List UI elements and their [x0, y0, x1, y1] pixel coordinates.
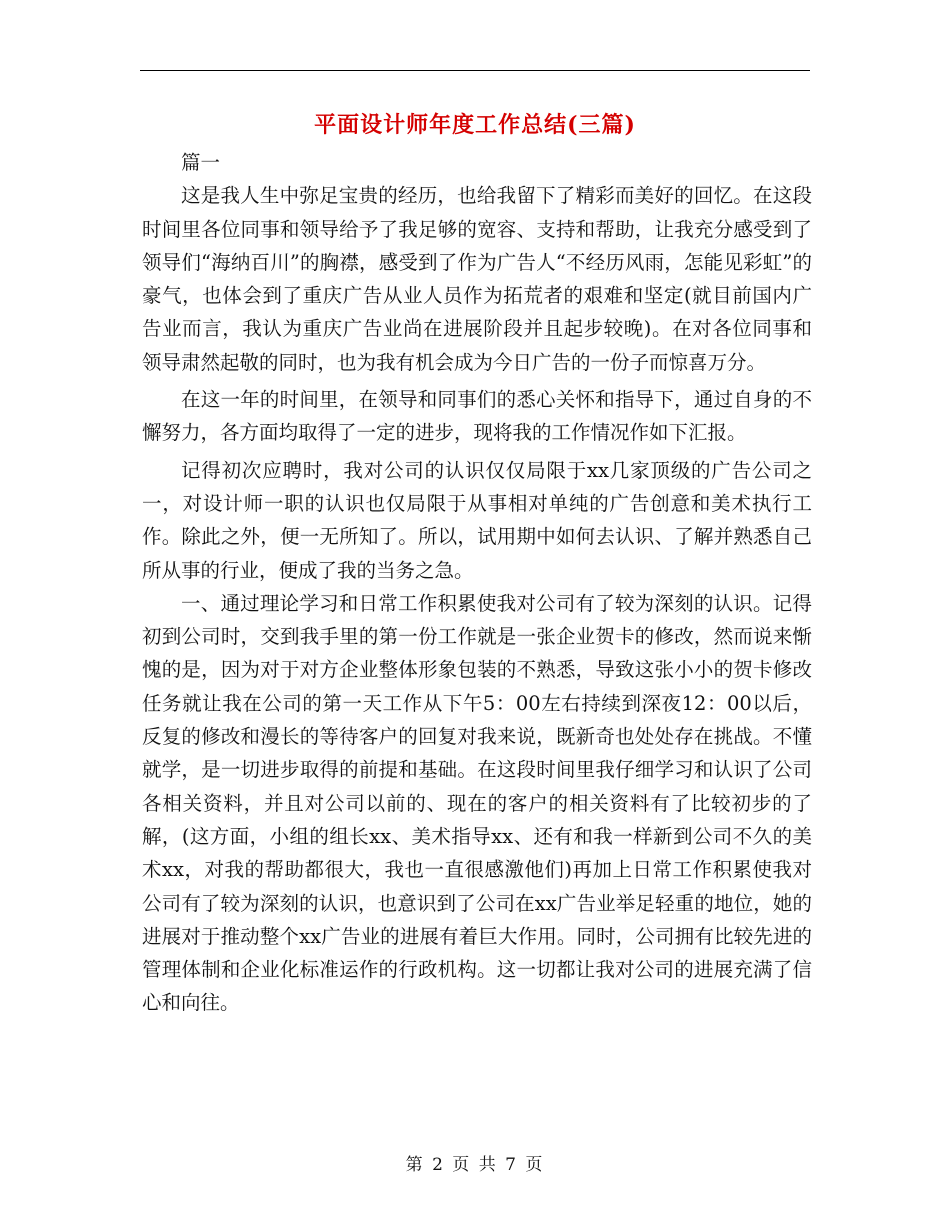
paragraph-4: 一、通过理论学习和日常工作积累使我对公司有了较为深刻的认识。记得初到公司时，交到我手里的第一份工作就是一张企业贺卡的修改，然而说来惭愧的是，因为对于对方企业整体形象包装的不熟悉，导致这张小小的贺卡修改任务就让我在公司的第一天工作从下午5：00左右持续到深夜12：00以后，反复的修改和漫长的等待客户的回复对我来说，既新奇也处处存在挑战。不懂就学，是一切进步取得的前提和基础。在这段时间里我仔细学习和认识了公司各相关资料，并且对公司以前的、现在的客户的相关资料有了比较初步的了解，(这方面，小组的组长xx、美术指导xx、还有和我一样新到公司不久的美术xx，对我的帮助都很大，我也一直很感激他们)再加上日常工作积累使我对公司有了较为深刻的认识，也意识到了公司在xx广告业举足轻重的地位，她的进展对于推动整个xx广告业的进展有着巨大作用。同时，公司拥有比较先进的管理体制和企业化标准运作的行政机构。这一切都让我对公司的进展充满了信心和向往。 [142, 591, 812, 1015]
paragraph-3: 记得初次应聘时，我对公司的认识仅仅局限于xx几家顶级的广告公司之一，对设计师一职的认识也仅局限于从事相对单纯的广告创意和美术执行工作。除此之外，便一无所知了。所以，试用期中如何去认识、了解并熟悉自己所从事的行业，便成了我的当务之急。 [142, 458, 812, 582]
header-rule [140, 70, 810, 71]
page-number-footer: 第 2 页 共 7 页 [405, 1155, 545, 1175]
document-body [142, 146, 812, 1020]
section-label: 篇一 [181, 151, 221, 174]
document-title: 平面设计师年度工作总结(三篇) [314, 112, 636, 138]
paragraph-1: 这是我人生中弥足宝贵的经历，也给我留下了精彩而美好的回忆。在这段时间里各位同事和领导给予了我足够的宽容、支持和帮助，让我充分感受到了领导们“海纳百川”的胸襟，感受到了作为广告人“不经历风雨，怎能见彩虹”的豪气，也体会到了重庆广告从业人员作为拓荒者的艰难和坚定(就目前国内广告业而言，我认为重庆广告业尚在进展阶段并且起步较晚)。在对各位同事和领导肃然起敬的同时，也为我有机会成为今日广告的一份子而惊喜万分。 [142, 184, 812, 374]
paragraph-2: 在这一年的时间里，在领导和同事们的悉心关怀和指导下，通过自身的不懈努力，各方面均取得了一定的进步，现将我的工作情况作如下汇报。 [142, 388, 812, 445]
